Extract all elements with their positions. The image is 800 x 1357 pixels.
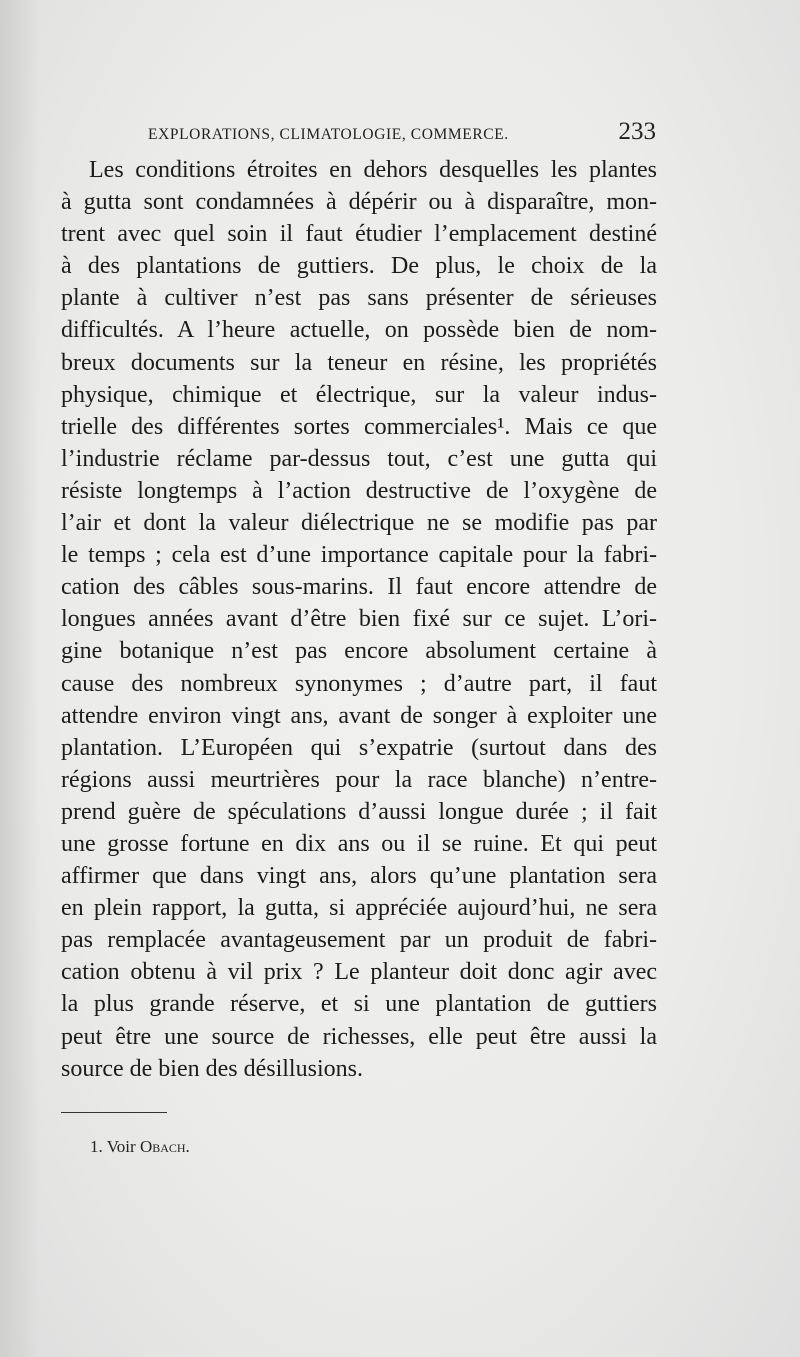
- text-line: gine botanique n’est pas encore absolument certaine à: [61, 638, 657, 665]
- text-line: à gutta sont condamnées à dépérir ou à disparaître, mon-: [61, 189, 657, 216]
- text-line: plante à cultiver n’est pas sans présenter de sérieuses: [61, 285, 657, 312]
- text-line: une grosse fortune en dix ans ou il se ruine. Et qui peut: [61, 830, 657, 857]
- text-line: la plus grande réserve, et si une plantation de guttiers: [61, 991, 657, 1018]
- text-line: cation obtenu à vil prix ? Le planteur doit donc agir avec: [61, 959, 657, 986]
- text-line: régions aussi meurtrières pour la race blanche) n’entre-: [61, 766, 657, 793]
- text-line: trielle des différentes sortes commerciales¹. Mais ce que: [61, 413, 657, 440]
- footnote-author: Obach.: [139, 1137, 190, 1156]
- text-line: Les conditions étroites en dehors desquelles les plantes: [89, 157, 657, 183]
- text-line: l’industrie réclame par-dessus tout, c’est une gutta qui: [61, 445, 657, 472]
- footnote-rule: [61, 1112, 167, 1113]
- text-line: attendre environ vingt ans, avant de songer à exploiter une: [61, 702, 657, 729]
- text-line: l’air et dont la valeur diélectrique ne se modifie pas par: [61, 510, 657, 537]
- text-line: source de bien des désillusions.: [61, 1055, 363, 1082]
- text-line: breux documents sur la teneur en résine, les propriétés: [61, 349, 657, 376]
- text-line: affirmer que dans vingt ans, alors qu’une plantation sera: [61, 863, 657, 890]
- binding-shadow: [0, 0, 40, 1357]
- paragraph: [61, 154, 657, 1085]
- text-line: en plein rapport, la gutta, si appréciée aujourd’hui, ne sera: [61, 895, 657, 922]
- footnote: [90, 1137, 190, 1157]
- text-line: à des plantations de guttiers. De plus, le choix de la: [61, 253, 657, 280]
- footnote-marker: 1.: [90, 1137, 103, 1156]
- page-number: 233: [618, 118, 656, 145]
- text-line: prend guère de spéculations d’aussi longue durée ; il fait: [61, 798, 657, 825]
- text-line: trent avec quel soin il faut étudier l’emplacement destiné: [61, 221, 657, 248]
- text-line: plantation. L’Européen qui s’expatrie (surtout dans des: [61, 734, 657, 761]
- text-line: cause des nombreux synonymes ; d’autre part, il faut: [61, 670, 657, 697]
- running-head: [148, 118, 656, 150]
- text-line: longues années avant d’être bien fixé sur ce sujet. L’ori-: [61, 606, 657, 633]
- text-line: difficultés. A l’heure actuelle, on possède bien de nom-: [61, 317, 657, 344]
- text-line: le temps ; cela est d’une importance capitale pour la fabri-: [61, 542, 657, 569]
- running-title: EXPLORATIONS, CLIMATOLOGIE, COMMERCE.: [148, 126, 509, 143]
- text-line: pas remplacée avantageusement par un produit de fabri-: [61, 927, 657, 954]
- text-line: peut être une source de richesses, elle peut être aussi la: [61, 1023, 657, 1050]
- footnote-text: Voir: [106, 1137, 136, 1156]
- text-line: physique, chimique et électrique, sur la valeur indus-: [61, 381, 657, 408]
- text-line: cation des câbles sous-marins. Il faut encore attendre de: [61, 574, 657, 601]
- text-line: résiste longtemps à l’action destructive de l’oxygène de: [61, 477, 657, 504]
